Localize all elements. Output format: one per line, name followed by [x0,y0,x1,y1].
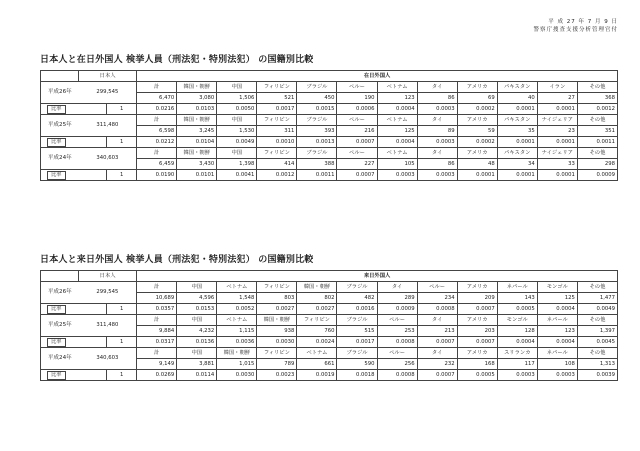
nationality-label-row [41,148,618,159]
ratio-cell: 0.0007 [457,337,497,348]
nationality-label: その他 [577,348,617,359]
ratio-cell: 0.0008 [377,370,417,381]
nationality-label: 中国 [177,282,217,293]
count-cell: 482 [337,293,377,304]
count-cell: 938 [257,326,297,337]
header-row [41,71,618,82]
nationality-label: アメリカ [457,148,497,159]
ratio-cell: 0.0024 [297,337,337,348]
ratio-cell: 0.0101 [177,170,217,181]
japanese-count: 299,545 [79,282,137,304]
ratio-row [41,170,618,181]
ratio-cell: 0.0004 [377,104,417,115]
ratio-cell: 0.0015 [297,104,337,115]
ratio-cell: 0.0357 [137,304,177,315]
ratio-cell: 0.0002 [457,104,497,115]
ratio-cell: 0.0049 [577,304,617,315]
nationality-label: フィリピン [257,282,297,293]
count-cell: 414 [257,159,297,170]
ratio-cell: 0.0030 [257,337,297,348]
nationality-label-row [41,315,618,326]
ratio-cell: 0.0008 [417,304,457,315]
ratio-cell: 0.0039 [577,370,617,381]
count-cell: 232 [417,359,457,370]
ratio-label-cell [41,104,107,115]
ratio-row [41,137,618,148]
ratio-cell: 0.0017 [337,337,377,348]
ratio-cell: 0.0027 [297,304,337,315]
ratio-cell: 0.0004 [377,137,417,148]
count-cell: 125 [377,126,417,137]
ratio-cell: 0.0012 [577,104,617,115]
nationality-label: 計 [137,348,177,359]
ratio-cell: 0.0007 [337,170,377,181]
ratio-cell: 0.0009 [577,170,617,181]
ratio-cell: 0.0001 [497,137,537,148]
count-cell: 289 [377,293,417,304]
ratio-cell: 0.0018 [337,370,377,381]
ratio-cell: 0.0216 [137,104,177,115]
ratio-cell: 0.0317 [137,337,177,348]
count-cell: 803 [257,293,297,304]
count-cell: 6,598 [137,126,177,137]
nationality-label: フィリピン [257,82,297,93]
ratio-label: 比率 [47,171,66,180]
document-header [533,18,618,34]
nationality-label: その他 [577,115,617,126]
nationality-label: ナイジェリア [537,115,577,126]
nationality-label: アメリカ [457,282,497,293]
table1-title: 日本人と在日外国人 検挙人員（刑法犯・特別法犯） の国籍別比較 [40,55,314,65]
ratio-cell: 0.0009 [377,304,417,315]
ratio-cell: 0.0016 [337,304,377,315]
count-cell: 351 [577,126,617,137]
count-cell: 59 [457,126,497,137]
nationality-label: 韓国・朝鮮 [217,348,257,359]
count-cell: 661 [297,359,337,370]
table-rainichi [40,270,618,381]
header-foreign: 来日外国人 [137,271,618,282]
ratio-cell: 0.0002 [457,137,497,148]
ratio-cell: 0.0049 [217,137,257,148]
ratio-cell: 0.0136 [177,337,217,348]
year-label: 平成26年 [41,282,79,304]
ratio-cell: 0.0013 [297,137,337,148]
ratio-cell: 0.0006 [337,104,377,115]
count-cell: 3,080 [177,93,217,104]
japanese-count: 311,480 [79,315,137,337]
count-cell: 216 [337,126,377,137]
table2-title: 日本人と来日外国人 検挙人員（刑法犯・特別法犯） の国籍別比較 [40,255,314,265]
count-cell: 213 [417,326,457,337]
ratio-cell: 0.0003 [377,170,417,181]
count-cell: 3,245 [177,126,217,137]
nationality-label: ブラジル [337,315,377,326]
count-cell: 117 [497,359,537,370]
japanese-count: 299,545 [79,82,137,104]
ratio-cell: 0.0001 [537,137,577,148]
nationality-label: ネパール [537,315,577,326]
ratio-cell: 0.0019 [297,370,337,381]
count-cell: 86 [417,93,457,104]
count-cell: 1,477 [577,293,617,304]
nationality-label: パキスタン [497,148,537,159]
ratio-cell: 0.0036 [217,337,257,348]
ratio-cell: 0.0003 [497,370,537,381]
count-cell: 760 [297,326,337,337]
nationality-label: タイ [417,82,457,93]
nationality-label: ブラジル [337,348,377,359]
ratio-row [41,304,618,315]
year-label: 平成24年 [41,348,79,370]
nationality-label: ペルー [377,315,417,326]
nationality-label: アメリカ [457,82,497,93]
nationality-label: その他 [577,315,617,326]
count-cell: 521 [257,93,297,104]
nationality-label: モンゴル [497,315,537,326]
ratio-japanese: 1 [107,170,137,181]
nationality-label: タイ [417,348,457,359]
count-cell: 368 [577,93,617,104]
count-cell: 9,149 [137,359,177,370]
count-cell: 1,115 [217,326,257,337]
count-cell: 234 [417,293,457,304]
nationality-label: アメリカ [457,348,497,359]
ratio-japanese: 1 [107,137,137,148]
nationality-label: フィリピン [257,348,297,359]
header-japanese: 日本人 [79,71,137,82]
count-cell: 128 [497,326,537,337]
count-cell: 253 [377,326,417,337]
count-cell: 227 [337,159,377,170]
count-cell: 190 [337,93,377,104]
nationality-label: ペルー [337,148,377,159]
count-cell: 89 [417,126,457,137]
count-cell: 108 [537,359,577,370]
ratio-japanese: 1 [107,104,137,115]
ratio-cell: 0.0001 [497,170,537,181]
ratio-cell: 0.0004 [537,304,577,315]
nationality-label: 中国 [217,115,257,126]
ratio-label-cell [41,137,107,148]
count-cell: 789 [257,359,297,370]
nationality-label: ペルー [417,282,457,293]
ratio-cell: 0.0269 [137,370,177,381]
count-cell: 125 [537,293,577,304]
ratio-label-cell [41,304,107,315]
japanese-count: 340,603 [79,348,137,370]
nationality-label: 中国 [177,315,217,326]
count-cell: 69 [457,93,497,104]
ratio-cell: 0.0012 [257,170,297,181]
nationality-label: ブラジル [297,148,337,159]
nationality-label: ブラジル [297,115,337,126]
count-cell: 1,506 [217,93,257,104]
count-cell: 1,548 [217,293,257,304]
japanese-count: 340,603 [79,148,137,170]
count-cell: 388 [297,159,337,170]
nationality-label: ナイジェリア [537,148,577,159]
ratio-cell: 0.0030 [217,370,257,381]
ratio-cell: 0.0004 [497,337,537,348]
ratio-japanese: 1 [107,370,137,381]
nationality-label: ネパール [497,282,537,293]
nationality-label: ブラジル [297,82,337,93]
ratio-row [41,104,618,115]
nationality-label: タイ [417,115,457,126]
count-cell: 590 [337,359,377,370]
count-cell: 4,596 [177,293,217,304]
count-cell: 40 [497,93,537,104]
count-cell: 6,470 [137,93,177,104]
count-cell: 1,313 [577,359,617,370]
nationality-label: 中国 [217,82,257,93]
header-japanese: 日本人 [79,271,137,282]
year-label: 平成24年 [41,148,79,170]
ratio-cell: 0.0023 [257,370,297,381]
nationality-label: タイ [417,315,457,326]
ratio-cell: 0.0027 [257,304,297,315]
ratio-cell: 0.0005 [457,370,497,381]
nationality-label: フィリピン [297,315,337,326]
year-label: 平成26年 [41,82,79,104]
count-cell: 515 [337,326,377,337]
nationality-label: スリランカ [497,348,537,359]
nationality-label: 韓国・朝鮮 [297,282,337,293]
nationality-label: 中国 [177,348,217,359]
count-cell: 209 [457,293,497,304]
ratio-label: 比率 [47,305,66,314]
ratio-cell: 0.0041 [217,170,257,181]
ratio-cell: 0.0001 [537,104,577,115]
nationality-label: ネパール [537,348,577,359]
count-cell: 27 [537,93,577,104]
ratio-cell: 0.0050 [217,104,257,115]
nationality-label: 中国 [217,148,257,159]
count-cell: 1,397 [577,326,617,337]
nationality-label: タイ [417,148,457,159]
ratio-cell: 0.0010 [257,137,297,148]
nationality-label: ベトナム [377,115,417,126]
ratio-cell: 0.0003 [417,170,457,181]
nationality-label: ベトナム [297,348,337,359]
nationality-label-row [41,82,618,93]
nationality-label: ベトナム [377,82,417,93]
nationality-label: ベトナム [217,282,257,293]
count-cell: 3,881 [177,359,217,370]
nationality-label: 計 [137,148,177,159]
nationality-label: アメリカ [457,115,497,126]
count-cell: 1,015 [217,359,257,370]
nationality-label: 計 [137,115,177,126]
ratio-cell: 0.0005 [497,304,537,315]
ratio-label: 比率 [47,338,66,347]
count-cell: 450 [297,93,337,104]
nationality-label: 計 [137,315,177,326]
year-label: 平成25年 [41,115,79,137]
nationality-label: タイ [377,282,417,293]
nationality-label: アメリカ [457,315,497,326]
count-cell: 86 [417,159,457,170]
nationality-label: 計 [137,282,177,293]
count-cell: 35 [497,126,537,137]
count-cell: 256 [377,359,417,370]
nationality-label-row [41,115,618,126]
ratio-cell: 0.0052 [217,304,257,315]
count-cell: 33 [537,159,577,170]
ratio-label-cell [41,170,107,181]
table-zainichi [40,70,618,181]
ratio-label-cell [41,337,107,348]
nationality-label: 韓国・朝鮮 [177,82,217,93]
ratio-cell: 0.0212 [137,137,177,148]
ratio-cell: 0.0114 [177,370,217,381]
nationality-label: イラン [537,82,577,93]
ratio-cell: 0.0011 [297,170,337,181]
nationality-label-row [41,348,618,359]
ratio-cell: 0.0008 [377,337,417,348]
nationality-label: フィリピン [257,148,297,159]
count-cell: 6,459 [137,159,177,170]
ratio-label-cell [41,370,107,381]
header-foreign: 在日外国人 [137,71,618,82]
nationality-label: パキスタン [497,82,537,93]
nationality-label: フィリピン [257,115,297,126]
nationality-label: 韓国・朝鮮 [257,315,297,326]
ratio-cell: 0.0003 [417,104,457,115]
count-cell: 1,530 [217,126,257,137]
ratio-row [41,370,618,381]
header-blank [41,271,79,282]
ratio-cell: 0.0001 [457,170,497,181]
count-cell: 802 [297,293,337,304]
nationality-label: パキスタン [497,115,537,126]
nationality-label: ペルー [337,82,377,93]
ratio-cell: 0.0017 [257,104,297,115]
ratio-cell: 0.0003 [537,370,577,381]
ratio-cell: 0.0007 [417,370,457,381]
count-cell: 311 [257,126,297,137]
nationality-label: 計 [137,82,177,93]
ratio-japanese: 1 [107,337,137,348]
ratio-cell: 0.0011 [577,137,617,148]
ratio-row [41,337,618,348]
ratio-cell: 0.0003 [417,137,457,148]
count-cell: 48 [457,159,497,170]
count-cell: 123 [377,93,417,104]
nationality-label: ベトナム [217,315,257,326]
count-cell: 143 [497,293,537,304]
header-row [41,271,618,282]
count-cell: 9,884 [137,326,177,337]
nationality-label: 韓国・朝鮮 [177,115,217,126]
count-cell: 168 [457,359,497,370]
nationality-label: モンゴル [537,282,577,293]
ratio-cell: 0.0190 [137,170,177,181]
nationality-label: その他 [577,148,617,159]
header-date: 平 成 27 年 7 月 9 日 [548,19,618,25]
count-cell: 393 [297,126,337,137]
ratio-label: 比率 [47,371,66,380]
nationality-label: ブラジル [337,282,377,293]
count-cell: 203 [457,326,497,337]
count-cell: 23 [537,126,577,137]
ratio-cell: 0.0001 [497,104,537,115]
ratio-label: 比率 [47,105,66,114]
ratio-cell: 0.0104 [177,137,217,148]
nationality-label-row [41,282,618,293]
ratio-cell: 0.0007 [337,137,377,148]
japanese-count: 311,480 [79,115,137,137]
count-cell: 123 [537,326,577,337]
ratio-label: 比率 [47,138,66,147]
ratio-japanese: 1 [107,304,137,315]
header-office: 警察庁捜査支援分析管理官付 [533,27,618,33]
nationality-label: 韓国・朝鮮 [177,148,217,159]
count-cell: 10,689 [137,293,177,304]
ratio-cell: 0.0004 [537,337,577,348]
count-cell: 1,398 [217,159,257,170]
header-blank [41,71,79,82]
nationality-label: ペルー [337,115,377,126]
nationality-label: ペルー [377,348,417,359]
ratio-cell: 0.0007 [457,304,497,315]
count-cell: 298 [577,159,617,170]
nationality-label: ベトナム [377,148,417,159]
ratio-cell: 0.0103 [177,104,217,115]
count-cell: 3,430 [177,159,217,170]
count-cell: 4,232 [177,326,217,337]
ratio-cell: 0.0007 [417,337,457,348]
ratio-cell: 0.0153 [177,304,217,315]
year-label: 平成25年 [41,315,79,337]
count-cell: 34 [497,159,537,170]
nationality-label: その他 [577,282,617,293]
count-cell: 105 [377,159,417,170]
nationality-label: その他 [577,82,617,93]
ratio-cell: 0.0001 [537,170,577,181]
ratio-cell: 0.0045 [577,337,617,348]
